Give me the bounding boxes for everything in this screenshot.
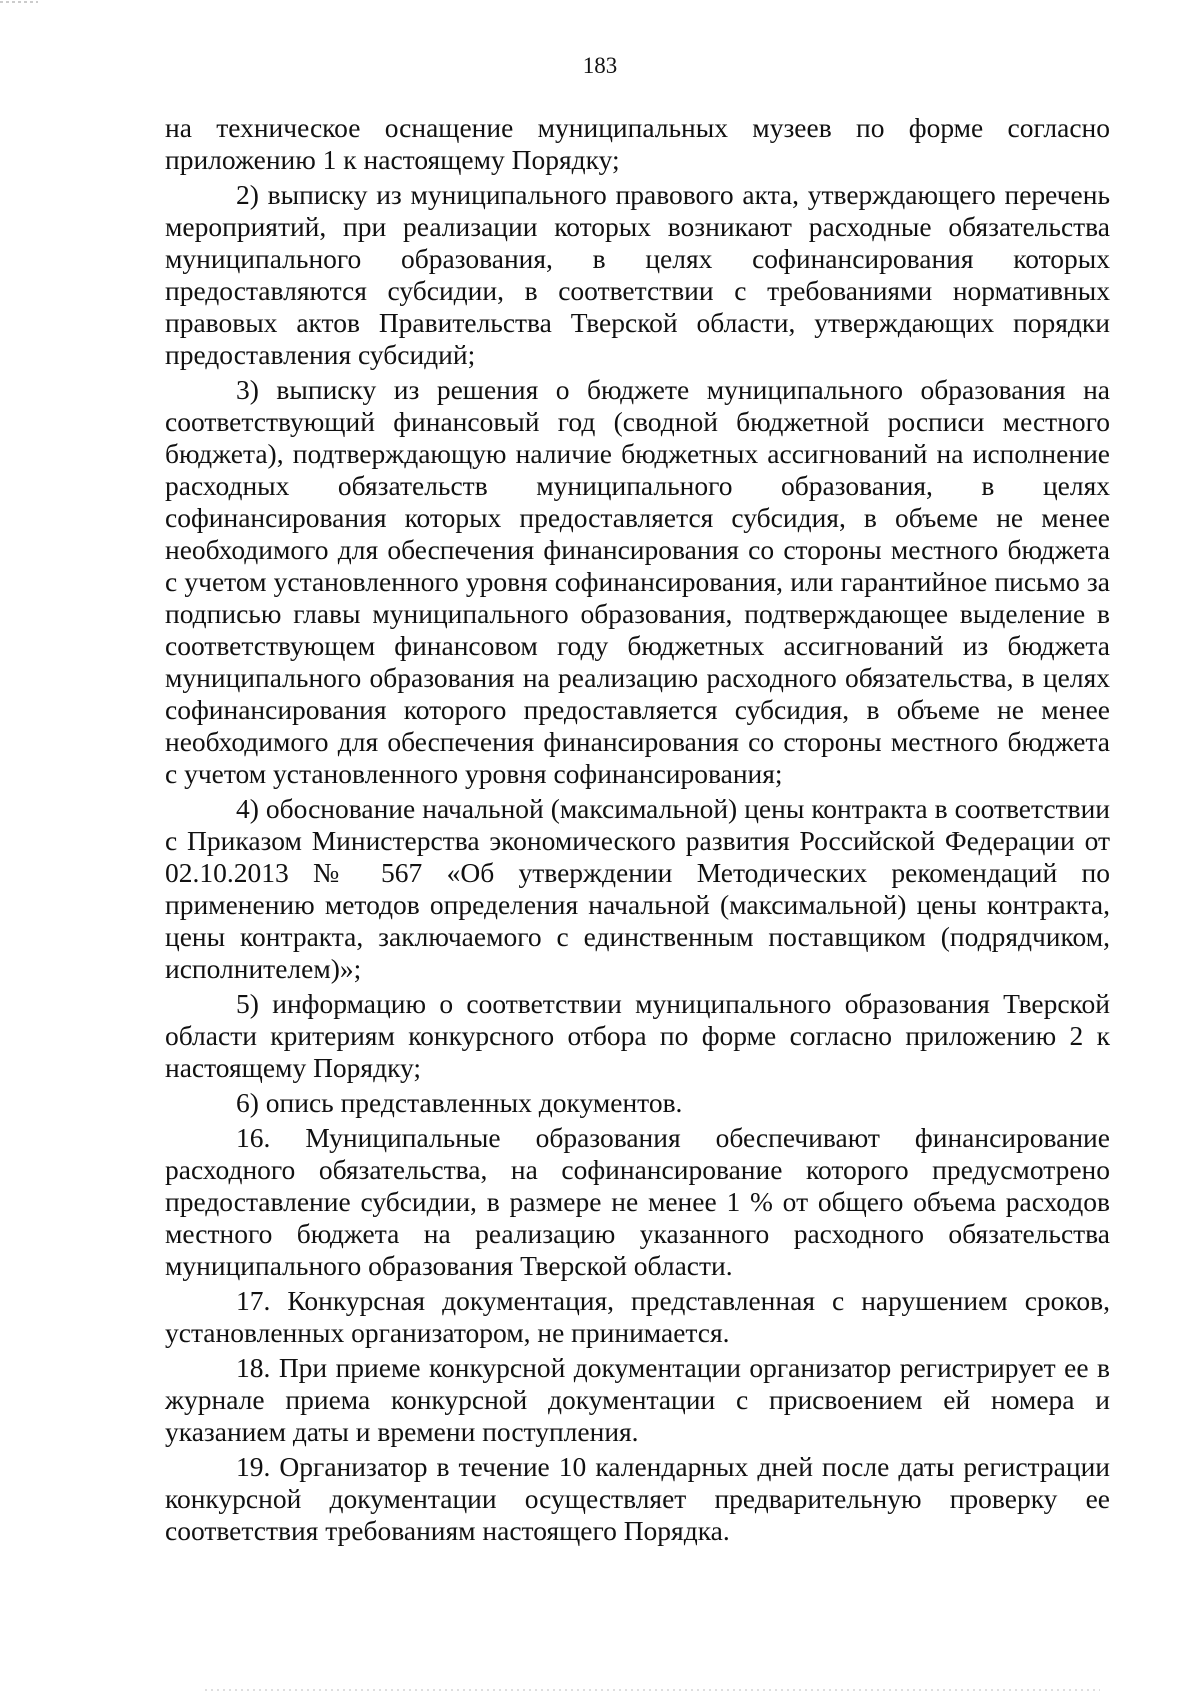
paragraph-item-2: 2) выписку из муниципального правового акта, утверждающего перечень мероприятий, при реализации которых возникают расходные обязательства муниципального образования, в целях софинансирования которых предоставляются субсидии, в соответствии с требованиями нормативных правовых актов Правительства Тверской области, утверждающих порядки предоставления субсидий; (165, 179, 1110, 370)
paragraph-clause-18: 18. При приеме конкурсной документации организатор регистрирует ее в журнале приема конкурсной документации с присвоением ей номера и указанием даты и времени поступления. (165, 1352, 1110, 1447)
paragraph-clause-19: 19. Организатор в течение 10 календарных дней после даты регистрации конкурсной документации осуществляет предварительную проверку ее соответствия требованиям настоящего Порядка. (165, 1451, 1110, 1546)
page-number: 183 (582, 53, 618, 78)
paragraph-item-4: 4) обоснование начальной (максимальной) цены контракта в соответствии с Приказом Министерства экономического развития Российской Федерации от 02.10.2013 № 567 «Об утверждении Методических рекомендаций по применению методов определения начальной (максимальной) цены контракта, цены контракта, заключаемого с единственным поставщиком (подрядчиком, исполнителем)»; (165, 793, 1110, 984)
paragraph-item-5: 5) информацию о соответствии муниципального образования Тверской области критериям конкурсного отбора по форме согласно приложению 2 к настоящему Порядку; (165, 988, 1110, 1083)
document-body (165, 112, 1110, 1550)
paragraph-clause-17: 17. Конкурсная документация, представленная с нарушением сроков, установленных организатором, не принимается. (165, 1285, 1110, 1348)
paragraph-1: на техническое оснащение муниципальных музеев по форме согласно приложению 1 к настоящему Порядку; (165, 112, 1110, 175)
paragraph-clause-16: 16. Муниципальные образования обеспечивают финансирование расходного обязательства, на софинансирование которого предусмотрено предоставление субсидии, в размере не менее 1 % от общего объема расходов местного бюджета на реализацию указанного расходного обязательства муниципального образования Тверской области. (165, 1122, 1110, 1281)
paragraph-item-6: 6) опись представленных документов. (236, 1087, 683, 1118)
paragraph-item-3: 3) выписку из решения о бюджете муниципального образования на соответствующий финансовый год (сводной бюджетной росписи местного бюджета), подтверждающую наличие бюджетных ассигнований на исполнение расходных обязательств муниципального образования, в целях софинансирования которых предоставляется субсидия, в объеме не менее необходимого для обеспечения финансирования со стороны местного бюджета с учетом установленного уровня софинансирования, или гарантийное письмо за подписью главы муниципального образования, подтверждающее выделение в соответствующем финансовом году бюджетных ассигнований из бюджета муниципального образования на реализацию расходного обязательства, в целях софинансирования которого предоставляется субсидия, в объеме не менее необходимого для обеспечения финансирования со стороны местного бюджета с учетом установленного уровня софинансирования; (165, 374, 1110, 789)
